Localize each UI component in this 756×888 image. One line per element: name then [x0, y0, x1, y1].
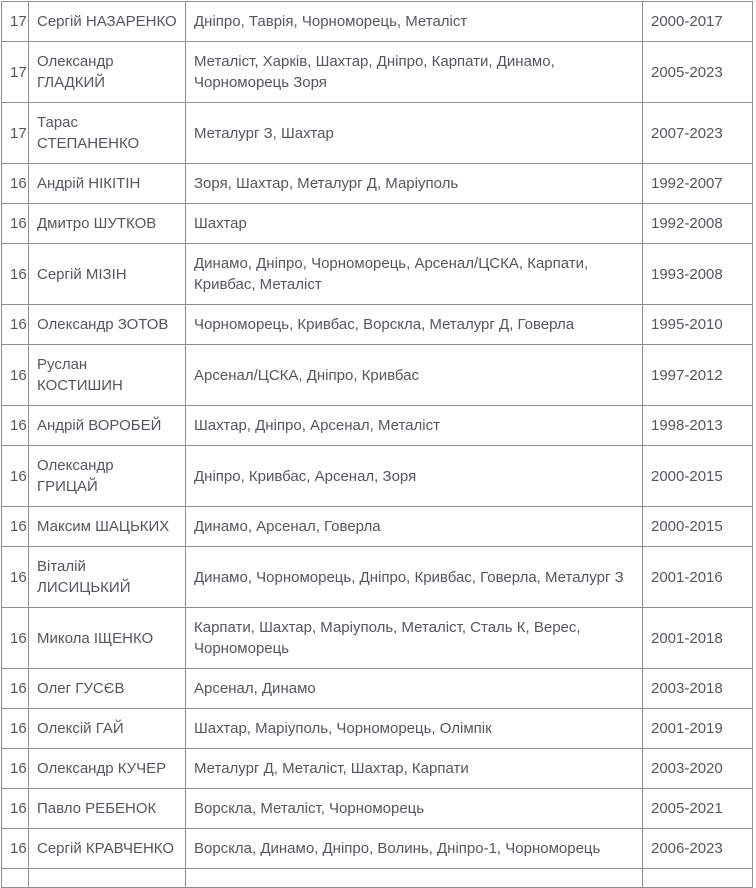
seasons-cell: 16: [2, 789, 29, 829]
player-name-cell: Олександр КУЧЕР: [29, 749, 186, 789]
player-name-cell: Олег ГУСЄВ: [29, 669, 186, 709]
table-row: [2, 244, 753, 305]
clubs-cell: Зоря, Шахтар, Металург Д, Маріуполь: [186, 164, 643, 204]
players-table: [1, 1, 753, 888]
seasons-cell: 17: [2, 42, 29, 103]
years-cell: 2001-2016: [643, 547, 753, 608]
clubs-cell: Арсенал/ЦСКА, Дніпро, Кривбас: [186, 345, 643, 406]
table-row: [2, 446, 753, 507]
seasons-cell: 16: [2, 446, 29, 507]
years-cell: 2003-2020: [643, 749, 753, 789]
years-cell: [643, 869, 753, 888]
table-row: [2, 608, 753, 669]
player-name-cell: Олександр ГЛАДКИЙ: [29, 42, 186, 103]
years-cell: 1992-2008: [643, 204, 753, 244]
seasons-cell: 16: [2, 244, 29, 305]
seasons-cell: 16: [2, 749, 29, 789]
years-cell: 1993-2008: [643, 244, 753, 305]
years-cell: 2006-2023: [643, 829, 753, 869]
clubs-cell: Шахтар, Маріуполь, Чорноморець, Олімпік: [186, 709, 643, 749]
table-row: [2, 547, 753, 608]
seasons-cell: 16: [2, 305, 29, 345]
player-name-cell: Олександр ГРИЦАЙ: [29, 446, 186, 507]
table-row: [2, 709, 753, 749]
player-name-cell: Дмитро ШУТКОВ: [29, 204, 186, 244]
clubs-cell: Ворскла, Металіст, Чорноморець: [186, 789, 643, 829]
clubs-cell: Карпати, Шахтар, Маріуполь, Металіст, Сталь К, Верес, Чорноморець: [186, 608, 643, 669]
seasons-cell: 16: [2, 345, 29, 406]
clubs-cell: Ворскла, Динамо, Дніпро, Волинь, Дніпро-1, Чорноморець: [186, 829, 643, 869]
player-name-cell: Олександр ЗОТОВ: [29, 305, 186, 345]
years-cell: 2007-2023: [643, 103, 753, 164]
table-row: [2, 345, 753, 406]
table-row: [2, 42, 753, 103]
player-name-cell: Віталій ЛИСИЦЬКИЙ: [29, 547, 186, 608]
player-name-cell: Максим ШАЦЬКИХ: [29, 507, 186, 547]
player-name-cell: Тарас СТЕПАНЕНКО: [29, 103, 186, 164]
player-name-cell: Руслан КОСТИШИН: [29, 345, 186, 406]
seasons-cell: 17: [2, 2, 29, 42]
player-name-cell: Сергій НАЗАРЕНКО: [29, 2, 186, 42]
years-cell: 2003-2018: [643, 669, 753, 709]
players-table-body: [2, 2, 753, 888]
clubs-cell: Динамо, Арсенал, Говерла: [186, 507, 643, 547]
table-row: [2, 829, 753, 869]
clubs-cell: Металург Д, Металіст, Шахтар, Карпати: [186, 749, 643, 789]
seasons-cell: 16: [2, 164, 29, 204]
clubs-cell: Металург З, Шахтар: [186, 103, 643, 164]
years-cell: 1998-2013: [643, 406, 753, 446]
years-cell: 2001-2018: [643, 608, 753, 669]
player-name-cell: Олексій ГАЙ: [29, 709, 186, 749]
clubs-cell: [186, 869, 643, 888]
player-name-cell: Сергій КРАВЧЕНКО: [29, 829, 186, 869]
table-row: [2, 669, 753, 709]
player-name-cell: Андрій ВОРОБЕЙ: [29, 406, 186, 446]
seasons-cell: 16: [2, 547, 29, 608]
clubs-cell: Динамо, Чорноморець, Дніпро, Кривбас, Говерла, Металург З: [186, 547, 643, 608]
seasons-cell: 16: [2, 669, 29, 709]
table-row: [2, 103, 753, 164]
years-cell: 2001-2019: [643, 709, 753, 749]
table-row: [2, 749, 753, 789]
player-name-cell: Андрій НІКІТІН: [29, 164, 186, 204]
clubs-cell: Шахтар, Дніпро, Арсенал, Металіст: [186, 406, 643, 446]
clubs-cell: Металіст, Харків, Шахтар, Дніпро, Карпати, Динамо, Чорноморець Зоря: [186, 42, 643, 103]
seasons-cell: [2, 869, 29, 888]
table-row: [2, 204, 753, 244]
years-cell: 2000-2015: [643, 446, 753, 507]
clubs-cell: Дніпро, Кривбас, Арсенал, Зоря: [186, 446, 643, 507]
table-row: [2, 164, 753, 204]
years-cell: 1997-2012: [643, 345, 753, 406]
seasons-cell: 16: [2, 406, 29, 446]
table-row: [2, 507, 753, 547]
clubs-cell: Арсенал, Динамо: [186, 669, 643, 709]
clubs-cell: Шахтар: [186, 204, 643, 244]
clubs-cell: Дніпро, Таврія, Чорноморець, Металіст: [186, 2, 643, 42]
seasons-cell: 16: [2, 709, 29, 749]
clubs-cell: Чорноморець, Кривбас, Ворскла, Металург Д, Говерла: [186, 305, 643, 345]
years-cell: 1995-2010: [643, 305, 753, 345]
player-name-cell: [29, 869, 186, 888]
seasons-cell: 16: [2, 829, 29, 869]
seasons-cell: 16: [2, 507, 29, 547]
seasons-cell: 17: [2, 103, 29, 164]
seasons-cell: 16: [2, 608, 29, 669]
years-cell: 2000-2017: [643, 2, 753, 42]
years-cell: 2000-2015: [643, 507, 753, 547]
player-name-cell: Микола ІЩЕНКО: [29, 608, 186, 669]
years-cell: 1992-2007: [643, 164, 753, 204]
years-cell: 2005-2023: [643, 42, 753, 103]
table-row: [2, 2, 753, 42]
player-name-cell: Сергій МІЗІН: [29, 244, 186, 305]
seasons-cell: 16: [2, 204, 29, 244]
table-row: [2, 305, 753, 345]
table-row-partial: [2, 869, 753, 888]
table-row: [2, 789, 753, 829]
player-name-cell: Павло РЕБЕНОК: [29, 789, 186, 829]
clubs-cell: Динамо, Дніпро, Чорноморець, Арсенал/ЦСКА, Карпати, Кривбас, Металіст: [186, 244, 643, 305]
years-cell: 2005-2021: [643, 789, 753, 829]
table-row: [2, 406, 753, 446]
